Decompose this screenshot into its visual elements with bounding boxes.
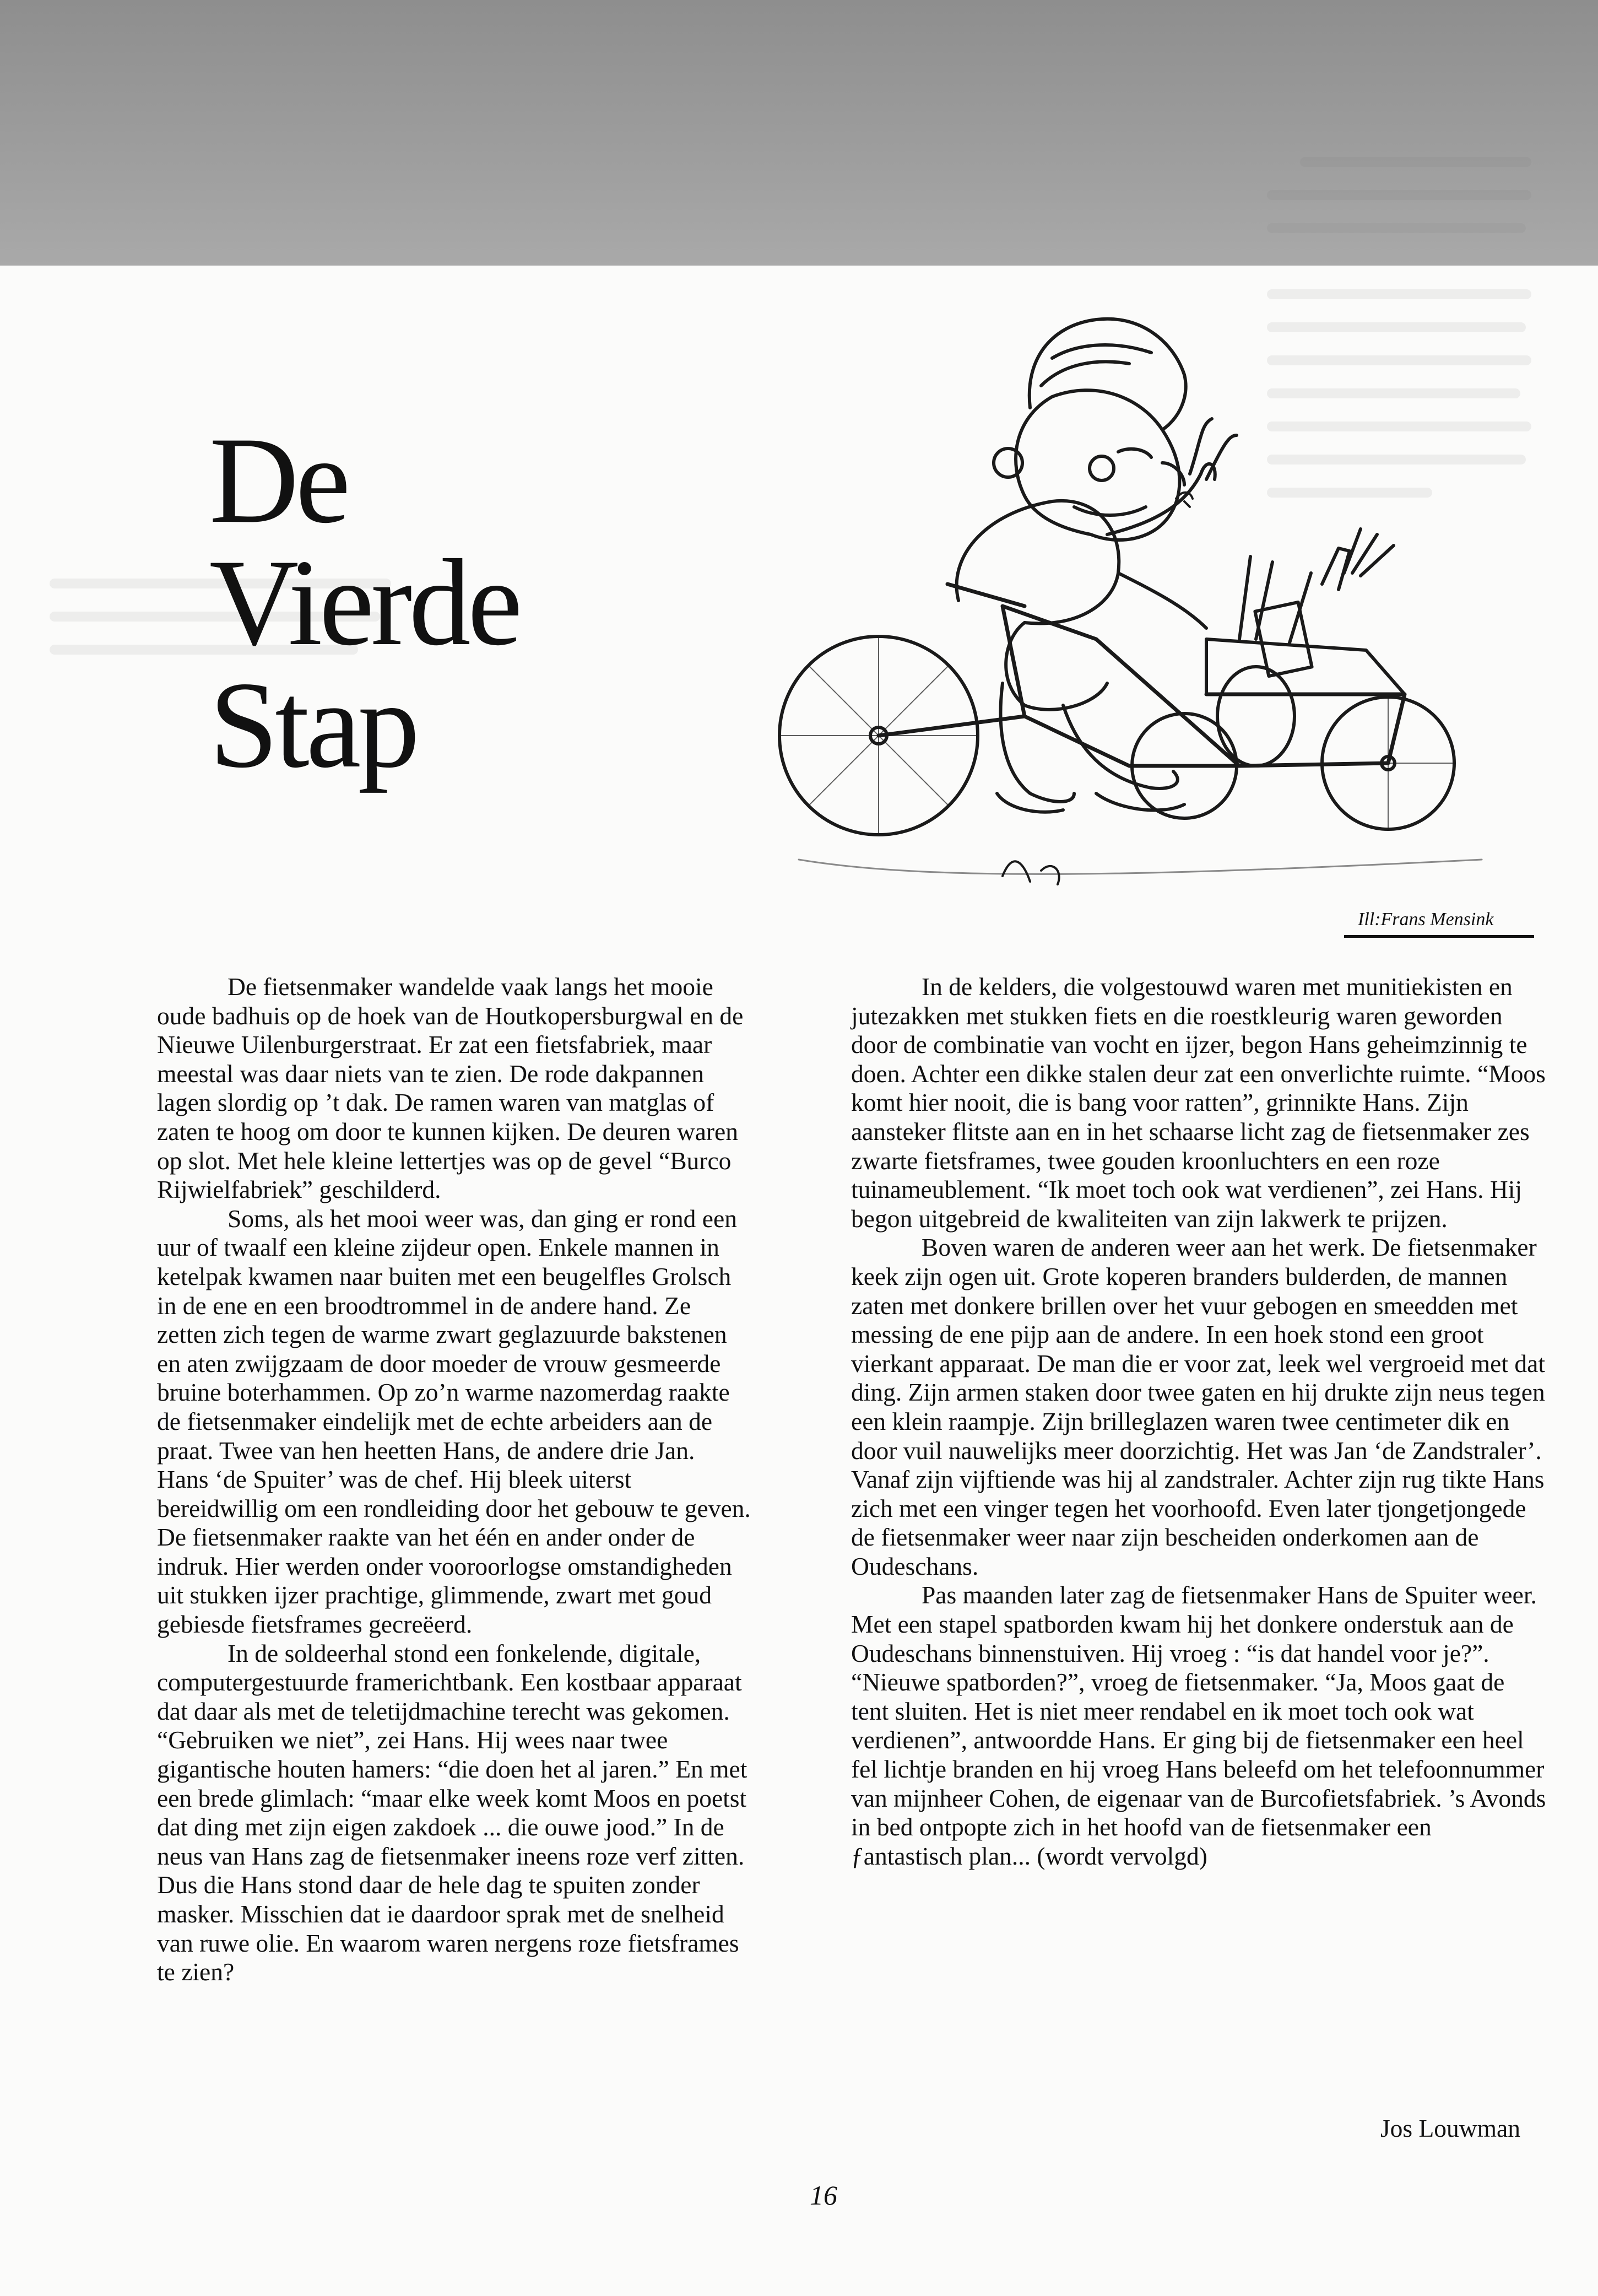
paragraph: In de soldeerhal stond een fonkelende, digitale, computergestuurde framerichtbank. Een kostbaar apparaat dat daar als met de teletijdmachine terecht was gekomen. “Gebruiken we niet”, zei Hans. Hij wees naar twee gigantische houten hamers: “die doen het al jaren.” En met een brede glimlach: “maar elke week komt Moos en poetst dat ding met zijn eigen zakdoek ... die ouwe jood.” In de neus van Hans zag de fietsenmaker ineens roze verf zitten. Dus die Hans stond daar de hele dag te spuiten zonder masker. Misschien dat ie daardoor sprak met de snelheid van ruwe olie. En waarom waren nergens roze fietsframes te zien? — [157, 1639, 747, 1986]
paragraph: Pas maanden later zag de fietsenmaker Hans de Spuiter weer. Met een stapel spatborden kwam hij het donkere onderstuk aan de Oudeschans binnenstuiven. Hij vroeg : “is dat handel voor je?”. “Nieuwe spatborden?”, vroeg de fietsenmaker. “Ja, Moos gaat de tent sluiten. Het is niet meer rendabel en ik moet toch ook wat verdienen”, antwoordde Hans. Er ging bij de fietsenmaker een heel fel lichtje branden en hij vroeg Hans beleefd om het telefoonnummer van mijnheer Cohen, de eigenaar van de Burcofietsfabriek. ’s Avonds in bed ontpopte zich in het hoofd van de fietsenmaker een ƒantastisch plan... (wordt vervolgd) — [851, 1581, 1546, 1870]
article-title — [209, 411, 705, 793]
left-text-column — [157, 973, 752, 1987]
page-number: 16 — [810, 2180, 837, 2211]
title-line-3: Stap — [209, 656, 417, 793]
illustration-caption: Ill:Frans Mensink — [1358, 909, 1494, 930]
paragraph: Soms, als het mooi weer was, dan ging er rond een uur of twaalf een kleine zijdeur open. Enkele mannen in ketelpak kwamen naar buiten met een beugelfles Grolsch in de ene en een broodtrommel in de andere hand. Ze zetten zich tegen de warme zwart geglazuurde bakstenen en aten zwijgzaam de door moeder de vrouw gesmeerde bruine boterhammen. Op zo’n warme nazomerdag raakte de fietsenmaker eindelijk met de echte arbeiders aan de praat. Twee van hen heetten Hans, de andere drie Jan. Hans ‘de Spuiter’ was de chef. Hij bleek uiterst bereidwillig om een rondleiding door het gebouw te geven. De fietsenmaker raakte van het één en ander onder de indruk. Hier werden onder vooroorlogse omstandigheden uit stukken ijzer prachtige, glimmende, zwart met goud gebiesde fietsframes gecreëerd. — [157, 1204, 751, 1639]
title-line-2: Vierde — [209, 533, 519, 671]
paragraph: In de kelders, die volgestouwd waren met munitiekisten en jutezakken met stukken fiets en die roestkleurig waren geworden door de combinatie van vocht en ijzer, begon Hans geheimzinnig te doen. Achter een dikke stalen deur zat een onverlichte ruimte. “Moos komt hier nooit, die is bang voor ratten”, grinnikte Hans. Zijn aansteker flitste aan en in het schaarse licht zag de fietsenmaker zes zwarte fietsframes, twee gouden kroonluchters en een roze tuinameublement. “Ik moet toch ook wat verdienen”, zei Hans. Hij begon uitgebreid de kwaliteiten van zijn lakwerk te prijzen. — [851, 973, 1546, 1233]
bicycle-cartoon-illustration — [766, 298, 1553, 920]
right-text-column — [851, 973, 1548, 1871]
caption-rule — [1344, 935, 1534, 938]
author-name: Jos Louwman — [1380, 2114, 1520, 2142]
top-gray-band — [0, 0, 1598, 266]
title-line-1: De — [209, 411, 348, 549]
paragraph: De fietsenmaker wandelde vaak langs het mooie oude badhuis op de hoek van de Houtkopersburgwal en de Nieuwe Uilenburgerstraat. Er zat een fietsfabriek, maar meestal was daar niets van te zien. De rode dakpannen lagen slordig op ’t dak. De ramen waren van matglas of zaten te hoog om door te kunnen kijken. De deuren waren op slot. Met hele kleine lettertjes was op de gevel “Burco Rijwielfabriek” geschilderd. — [157, 973, 744, 1204]
paragraph: Boven waren de anderen weer aan het werk. De fietsenmaker keek zijn ogen uit. Grote koperen branders bulderden, de mannen zaten met donkere brillen over het vuur gebogen en smeedden met messing de ene pijp aan de andere. In een hoek stond een groot vierkant apparaat. De man die er voor zat, leek wel vergroeid met dat ding. Zijn armen staken door twee gaten en hij drukte zijn neus tegen een klein raampje. Zijn brilleglazen waren twee centimeter dik en door vuil nauwelijks meer doorzichtig. Het was Jan ‘de Zandstraler’. Vanaf zijn vijftiende was hij al zandstraler. Achter zijn rug tikte Hans zich met een vinger tegen het voorhoofd. Even later tjongetjongede de fietsenmaker weer naar zijn bescheiden onderkomen aan de Oudeschans. — [851, 1233, 1545, 1580]
